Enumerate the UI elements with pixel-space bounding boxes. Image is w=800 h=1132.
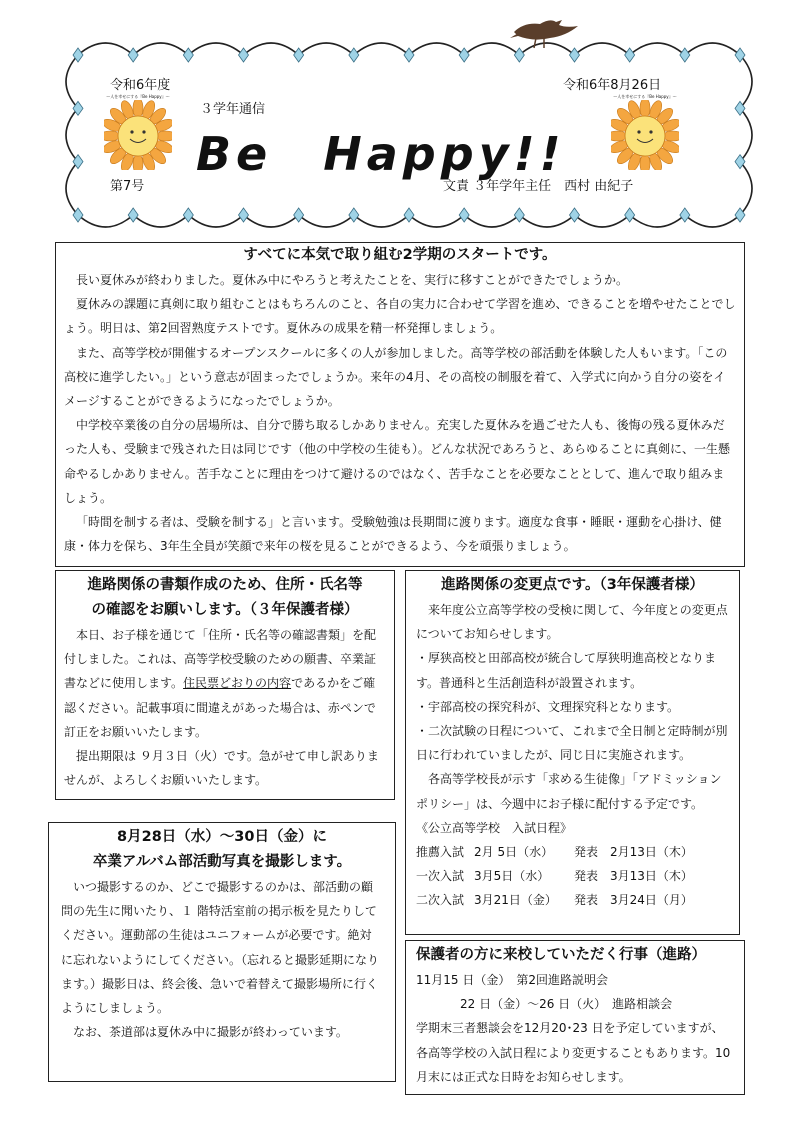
frame-diamond-icon [349,48,359,62]
frame-diamond-icon [128,48,138,62]
frame-diamond-icon [570,208,580,222]
documents-article-title-line2: の確認をお願いします。（３年保護者様） [91,602,359,618]
exam-name: 一次入試 [416,869,465,884]
changes-article-title: 進路関係の変更点です。（3年保護者様） [441,577,704,593]
event-line: 11月15 日（金） 第2回進路説明会 [416,973,608,987]
album-article-title-line1: 8月28日（水）～30日（金）に [117,829,327,845]
events-article-paragraph: 学期末三者懇談会を12月20･23 日を予定していますが、各高等学校の入試日程により変更することもあります。10 月末には正式な日時をお知らせします。 [416,1021,731,1084]
events-article [405,940,745,1095]
frame-diamond-icon [625,48,635,62]
petal [611,131,627,141]
documents-article-deadline: 提出期限は ９月３日（火）です。急がせて申し訳ありませんが、よろしくお願いいたします。 [64,749,379,788]
main-article-title: すべてに本気で取り組む2学期のスタートです。 [243,247,557,263]
album-article [48,822,396,1082]
result-label: 発表 [574,845,599,860]
frame-diamond-icon [239,208,249,222]
album-article-title-line2: 卒業アルバム部活動写真を撮影します。 [92,854,352,870]
text-segment: 本日、お子様を通じて「住所・氏名等の確認書類」を配付しました。これは、高等学校受験のための願書、卒業証書などに使用します。 [64,628,377,691]
frame-diamond-icon [128,208,138,222]
petal [663,131,679,141]
album-article-paragraph: なお、茶道部は夏休み中に撮影が終わっています。 [73,1025,348,1040]
petal [104,131,120,141]
schedule-row [416,840,729,864]
sunflower-logo-left [104,94,172,172]
main-article-paragraph: 中学校卒業後の自分の居場所は、自分で勝ち取るしかありません。充実した夏休みを過ごせた人も、後悔の残る夏休みだった人も、受験まで残された日は同じです（他の中学校の生徒も）。どんな状況であろうと、あらゆることに真剣に、一生懸命やるしかありません。苦手なことに理由をつけて避けるのではなく、苦手なことを必要なこととして、進んで取り組みましょう。 [64,418,731,505]
petal [640,100,650,118]
frame-diamond-icon [183,48,193,62]
change-bullet: ・厚狭高校と田部高校が統合して厚狭明進高校となります。普通科と生活創造科が設置されます。 [416,651,717,690]
event-line: 22 日（金）～26 日（火） 進路相談会 [460,997,673,1012]
frame-diamond-icon [625,208,635,222]
exam-name: 二次入試 [416,893,465,908]
album-article-paragraph: いつ撮影するのか、どこで撮影するのかは、部活動の顧問の先生に聞いたり、１ 階特活室前の掲示板を見たりしてください。運動部の生徒はユニフォームが必要です。絶対に忘れないようにしてください。（忘れると撮影延期になります。）撮影日は、終会後、急いで着替えて撮影場所に行くようにしましょう。 [61,880,380,1016]
newsletter-title: Be Happy!! [196,127,566,181]
exam-name: 推薦入試 [416,845,465,860]
newsletter-subtitle: ３学年通信 [200,102,266,117]
result-label: 発表 [574,869,599,884]
admission-policy-note: 各高等学校長が示す「求める生徒像」「アドミッションポリシー」は、今週中にお子様に配付する予定です。 [416,772,722,811]
frame-diamond-icon [183,208,193,222]
frame-diamond-icon [680,208,690,222]
sunflower-icon [611,100,679,170]
main-article [55,242,745,567]
frame-diamond-icon [404,48,414,62]
fiscal-year: 令和6年度 [110,78,171,93]
author-line: 文責 ３年学年主任 西村 由紀子 [443,179,634,194]
issue-date: 令和6年8月26日 [563,78,662,93]
change-bullet: ・宇部高校の探究科が、文理探究科となります。 [416,699,680,714]
sunflower-icon [104,100,172,170]
changes-article-intro: 来年度公立高等学校の受検に関して、今年度との変更点についてお知らせします。 [416,603,728,642]
frame-diamond-icon [570,48,580,62]
underlined-text: 住民票どおりの内容 [183,676,292,691]
bird-icon [510,14,580,50]
frame-diamond-icon [459,48,469,62]
main-article-paragraph: 長い夏休みが終わりました。夏休み中にやろうと考えたことを、実行に移すことができたでしょうか。 [76,273,629,287]
schedule-title: 《公立高等学校 入試日程》 [416,820,573,835]
issue-number: 第7号 [110,179,145,194]
result-date: 3月24日（月） [610,893,693,908]
documents-article [55,570,395,800]
changes-article [405,570,740,935]
exam-date: 2月 5日（水） [474,845,554,860]
result-date: 3月13日（木） [610,869,693,884]
frame-diamond-icon [514,48,524,62]
change-bullet: ・二次試験の日程について、これまで全日制と定時制が別日に行われていましたが、同じ日に実施されます。 [416,724,728,763]
main-article-paragraph: 「時間を制する者は、受験を制する」と言います。受験勉強は長期間に渡ります。適度な食事・睡眠・運動を心掛け、健康・体力を保ち、3年生全員が笑顔で来年の桜を見ることができるよう、今を頑張りましょう。 [64,515,722,554]
documents-article-paragraph [64,623,386,744]
sunflower-caption: ～人を幸せにする『Be Happy』～ [106,94,170,99]
frame-diamond-icon [514,208,524,222]
frame-diamond-icon [349,208,359,222]
documents-article-title-line1: 進路関係の書類作成のため、住所・氏名等 [87,577,363,593]
sunflower-caption: ～人を幸せにする『Be Happy』～ [613,94,677,99]
petal [133,100,143,118]
main-article-paragraph: 夏休みの課題に真剣に取り組むことはもちろんのこと、各自の実力に合わせて学習を進め、できることを増やせたことでしょう。明日は、第2回習熟度テストです。夏休みの成果を精一杯発揮しましょう。 [64,297,736,336]
frame-diamond-icon [680,48,690,62]
frame-diamond-icon [294,208,304,222]
frame-diamond-icon [294,48,304,62]
schedule-row [416,888,729,912]
schedule-row [416,864,729,888]
exam-date: 3月21日（金） [474,893,557,908]
frame-diamond-icon [459,208,469,222]
result-label: 発表 [574,893,599,908]
main-article-paragraph: また、高等学校が開催するオープンスクールに多くの人が参加しました。高等学校の部活動を体験した人もいます。「この高校に進学したい。」という意志が固まったでしょうか。来年の4月、その高校の制服を着て、入学式に向かう自分の姿をイメージすることができるようになったでしょうか。 [64,345,728,409]
exam-date: 3月5日（水） [474,869,550,884]
frame-diamond-icon [239,48,249,62]
result-date: 2月13日（木） [610,845,693,860]
sunflower-logo-right [611,94,679,172]
frame-diamond-icon [404,208,414,222]
exam-schedule [416,840,729,913]
text-segment: であるかをご確認ください。記載事項に間違えがあった場合は、赤ペンで訂正をお願いいたします。 [64,676,376,739]
events-article-title: 保護者の方に来校していただく行事（進路） [416,947,706,963]
